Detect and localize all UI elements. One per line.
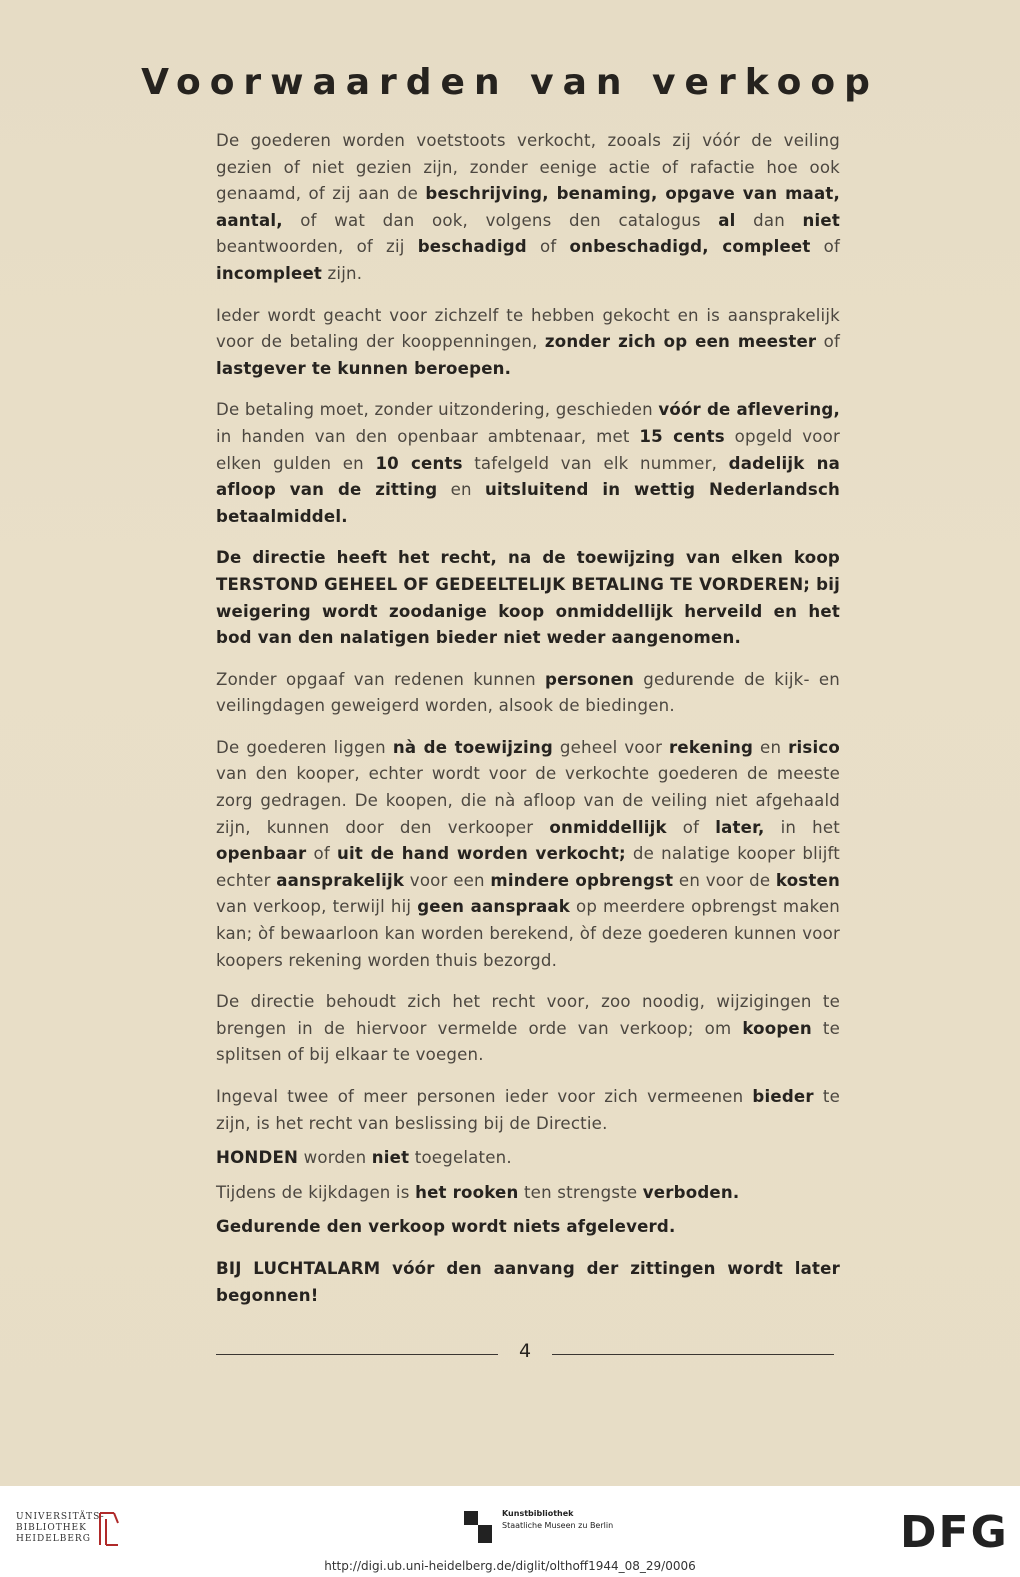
- bold-run: het rooken: [415, 1182, 519, 1202]
- permalink-url[interactable]: http://digi.ub.uni-heidelberg.de/diglit/olthoff1944_08_29/0006: [324, 1559, 696, 1573]
- bold-run: uitsluitend in wettig Nederlandsch betaalmiddel.: [216, 480, 841, 526]
- text-run: of: [306, 844, 338, 864]
- text-run: de nalatige kooper blijft echter: [216, 844, 841, 890]
- text-run: of: [526, 237, 570, 257]
- text-run: ten strengste: [518, 1182, 643, 1202]
- text-run: worden: [298, 1148, 372, 1168]
- bold-run: beschrijving, benaming, opgave van maat, aantal,: [216, 184, 840, 230]
- bold-run: 10 cents: [375, 453, 463, 473]
- bold-run: risico: [788, 737, 840, 757]
- footer-rule-left: [216, 1354, 498, 1355]
- paragraph-2: [216, 303, 840, 383]
- paragraph-12: [216, 1256, 840, 1309]
- text-run: geheel voor: [552, 737, 670, 757]
- paragraph-7: [216, 989, 840, 1069]
- bold-run: openbaar: [216, 844, 307, 864]
- bold-run: Gedurende den verkoop wordt niets afgeleverd.: [216, 1217, 676, 1237]
- text-run: Ingeval twee of meer personen ieder voor zich vermeenen: [216, 1087, 753, 1106]
- text-run: of: [816, 332, 840, 352]
- page-title: Voorwaarden van verkoop: [141, 62, 879, 103]
- text-run: toegelaten.: [409, 1148, 512, 1168]
- library-emblem-icon: [96, 1509, 122, 1549]
- paragraph-6: [216, 735, 840, 974]
- text-run: en: [753, 737, 789, 757]
- bold-run: rekening: [669, 737, 754, 757]
- text-run: op meerdere opbrengst maken kan; òf bewaarloon kan worden berekend, òf deze goederen kunnen voor koopers rekening worden thuis bezorgd.: [216, 897, 841, 970]
- bold-run: kosten: [775, 870, 840, 890]
- bold-run: vóór de aflevering,: [658, 400, 840, 420]
- text-run: De betaling moet, zonder uitzondering, geschieden: [216, 400, 659, 420]
- bold-run: 15 cents: [639, 426, 725, 446]
- text-run: zijn.: [322, 263, 363, 283]
- text-run: Ieder wordt geacht voor zichzelf te hebben gekocht en is aansprakelijk voor de betaling der kooppenningen,: [216, 305, 840, 352]
- bold-run: HONDEN: [216, 1148, 299, 1168]
- paragraph-8: [216, 1084, 840, 1137]
- bold-run: nà de toewijzing: [392, 737, 553, 757]
- bold-run: mindere opbrengst: [490, 870, 674, 890]
- bold-run: personen: [545, 669, 635, 689]
- bold-run: dadelijk na afloop van de zitting: [216, 453, 840, 500]
- text-run: De directie behoudt zich het recht voor, zoo noodig, wijzigingen te brengen in de hiervoor vermelde orde van verkoop; om: [216, 992, 840, 1038]
- page-number: 4: [518, 1340, 532, 1362]
- text-run: De goederen worden voetstoots verkocht, zooals zij vóór de veiling gezien of niet gezien zijn, zonder eenige actie of rafactie hoe ook genaamd, of zij aan de: [216, 131, 840, 204]
- bold-run: incompleet: [216, 263, 323, 283]
- university-library-logo[interactable]: [16, 1512, 105, 1545]
- text-run: De goederen liggen: [216, 737, 393, 757]
- text-run: of: [810, 237, 840, 257]
- text-run: of wat dan ook, volgens den catalogus: [282, 210, 719, 230]
- kunstbibliothek-logo-icon: [464, 1511, 494, 1545]
- bold-run: onbeschadigd, compleet: [569, 237, 811, 257]
- bold-run: later,: [715, 817, 765, 837]
- bold-run: geen aanspraak: [417, 897, 571, 917]
- bold-run: zonder zich op een meester: [544, 332, 817, 352]
- bold-run: niet: [802, 210, 840, 230]
- paragraph-3: [216, 397, 840, 530]
- text-run: Tijdens de kijkdagen is: [216, 1182, 416, 1202]
- text-run: Zonder opgaaf van redenen kunnen: [216, 669, 545, 689]
- kunstbibliothek-name: Kunstbibliothek: [502, 1509, 574, 1518]
- text-run: dan: [735, 210, 803, 230]
- text-run: van verkoop, terwijl hij: [216, 897, 418, 917]
- bold-run: lastgever te kunnen beroepen.: [216, 358, 512, 378]
- text-run: te splitsen of bij elkaar te voegen.: [216, 1018, 840, 1065]
- text-run: gedurende de kijk- en veilingdagen geweigerd worden, alsook de biedingen.: [216, 669, 840, 716]
- bold-run: beschadigd: [417, 237, 527, 257]
- terms-text: [216, 128, 840, 1324]
- text-run: beantwoorden, of zij: [216, 237, 418, 257]
- footer-rule-right: [552, 1354, 834, 1355]
- library-logo-line: HEIDELBERG: [16, 1534, 91, 1544]
- paragraph-11: [216, 1214, 840, 1241]
- paragraph-9: [216, 1145, 840, 1172]
- bold-run: niet: [371, 1148, 410, 1168]
- kunstbibliothek-subtitle: Staatliche Museen zu Berlin: [502, 1521, 614, 1530]
- paragraph-10: [216, 1180, 840, 1207]
- text-run: in handen van den openbaar ambtenaar, met: [216, 426, 640, 446]
- bold-run: onmiddellijk: [549, 817, 667, 837]
- text-run: en voor de: [673, 870, 776, 890]
- text-run: tafelgeld van elk nummer,: [462, 453, 729, 473]
- bold-run: De directie heeft het recht, na de toewijzing van elken koop TERSTOND GEHEEL OF GEDEELTELIJK BETALING TE VORDEREN; bij weigering wordt zoodanige koop onmiddellijk herveild en het bod van den nalatigen bieder niet weder aangenomen.: [216, 548, 840, 648]
- bold-run: koopen: [742, 1018, 812, 1038]
- bold-run: aansprakelijk: [276, 870, 405, 890]
- text-run: voor een: [404, 870, 491, 890]
- library-logo-line: BIBLIOTHEK: [16, 1523, 87, 1533]
- text-run: en: [437, 480, 485, 500]
- bold-run: uit de hand worden verkocht;: [337, 844, 626, 864]
- bold-run: BIJ LUCHTALARM vóór den aanvang der zittingen wordt later begonnen!: [216, 1258, 840, 1305]
- bold-run: al: [718, 210, 736, 230]
- bold-run: bieder: [752, 1087, 814, 1106]
- text-run: of: [666, 817, 716, 837]
- paragraph-4: [216, 545, 840, 651]
- text-run: van den kooper, echter wordt voor de verkochte goederen de meeste zorg gedragen. De koopen, die nà afloop van de veiling niet afgehaald zijn, kunnen door den verkooper: [216, 764, 840, 837]
- kunstbibliothek-logo[interactable]: [502, 1508, 613, 1532]
- bold-run: verboden.: [642, 1182, 740, 1202]
- text-run: opgeld voor elken gulden en: [216, 426, 840, 473]
- dfg-logo[interactable]: DFG: [900, 1507, 1009, 1558]
- library-logo-line: UNIVERSITÄTS-: [16, 1512, 105, 1522]
- text-run: in het: [764, 817, 841, 837]
- paragraph-1: [216, 128, 840, 288]
- paragraph-5: [216, 667, 840, 720]
- text-run: te zijn, is het recht van beslissing bij de Directie.: [216, 1087, 841, 1133]
